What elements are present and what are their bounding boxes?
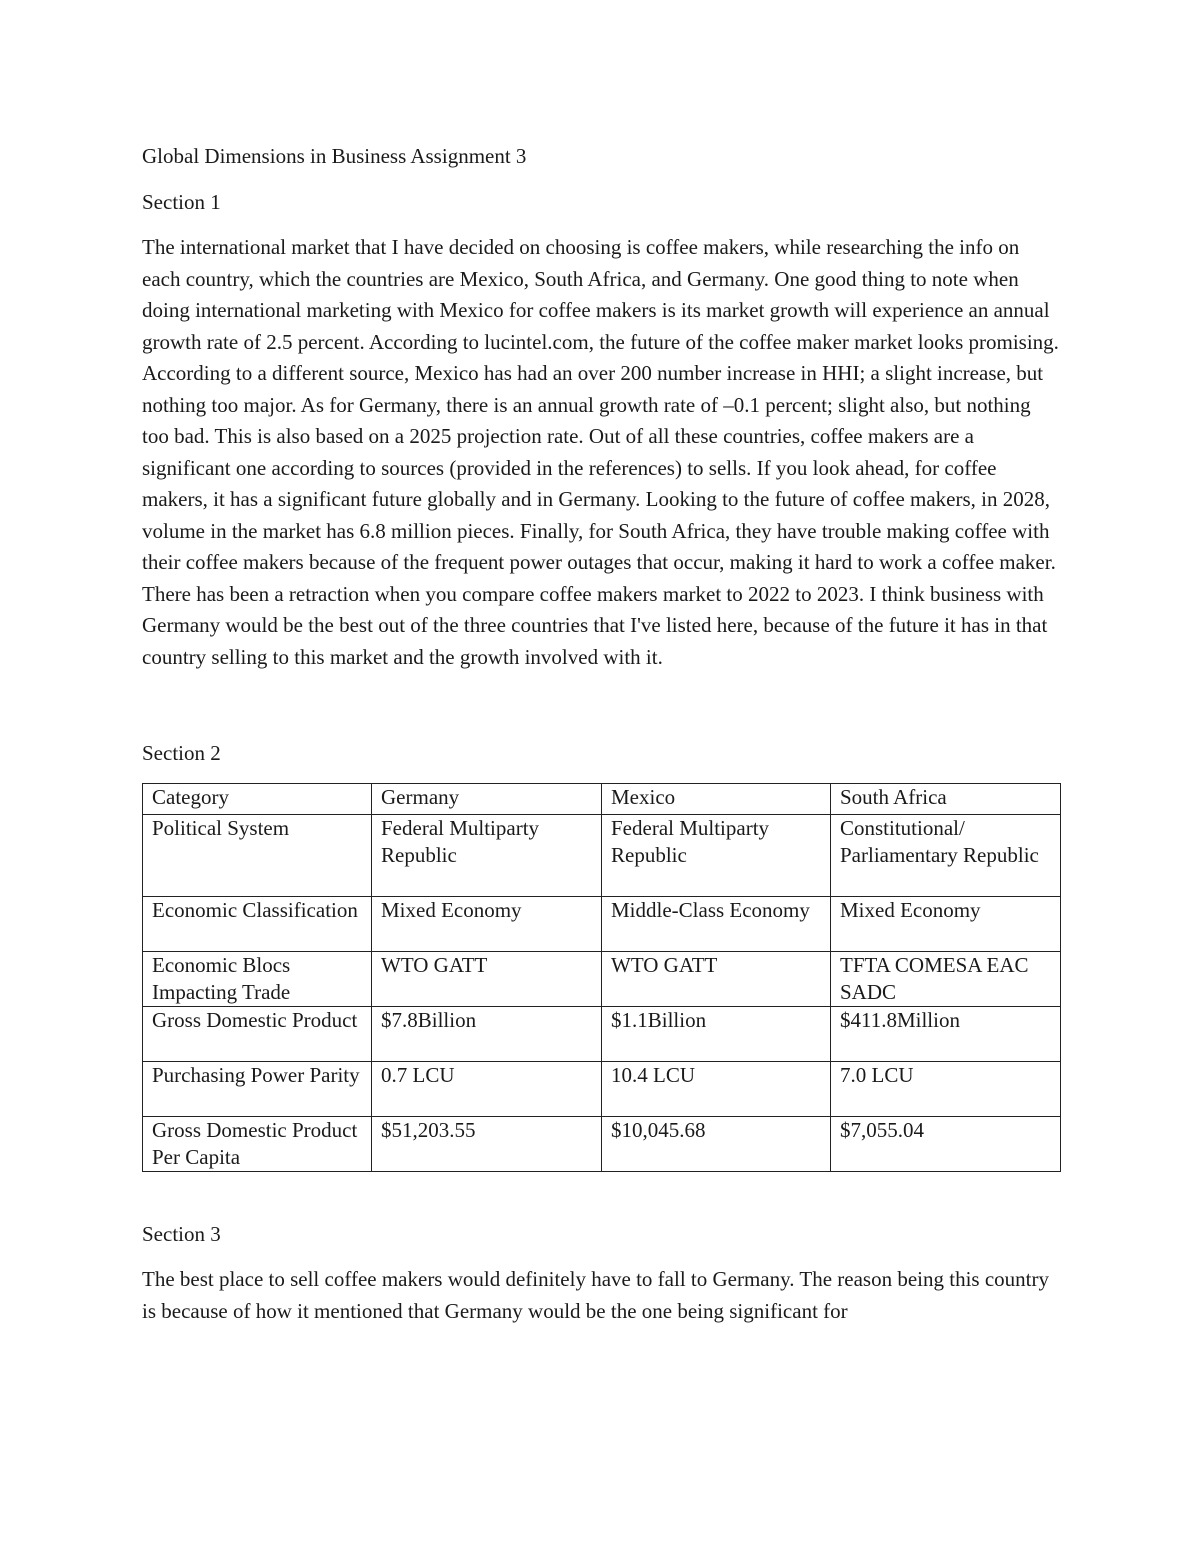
table-cell: Gross Domestic Product [143, 1007, 372, 1062]
table-header-row [143, 784, 1061, 815]
table-row [143, 897, 1061, 952]
table-cell: Federal Multiparty Republic [372, 815, 602, 897]
table-row [143, 815, 1061, 897]
table-cell: Economic Classification [143, 897, 372, 952]
table-cell: 7.0 LCU [831, 1062, 1061, 1117]
document-page [142, 140, 1060, 1327]
table-header-cell: Mexico [602, 784, 831, 815]
table-cell: $1.1Billion [602, 1007, 831, 1062]
country-comparison-table [142, 783, 1061, 1172]
table-cell: WTO GATT [372, 952, 602, 1007]
table-cell: Federal Multiparty Republic [602, 815, 831, 897]
section-1-heading: Section 1 [142, 190, 221, 214]
table-cell: WTO GATT [602, 952, 831, 1007]
table-cell: Middle-Class Economy [602, 897, 831, 952]
table-cell: Constitutional/ Parliamentary Republic [831, 815, 1061, 897]
table-cell: Mixed Economy [831, 897, 1061, 952]
table-cell: Political System [143, 815, 372, 897]
table-cell: Purchasing Power Parity [143, 1062, 372, 1117]
section-2-heading: Section 2 [142, 741, 221, 765]
table-cell: $411.8Million [831, 1007, 1061, 1062]
table-row [143, 1007, 1061, 1062]
table-cell: $51,203.55 [372, 1117, 602, 1172]
table-row [143, 1062, 1061, 1117]
table-cell: Economic Blocs Impacting Trade [143, 952, 372, 1007]
table-row [143, 952, 1061, 1007]
document-title: Global Dimensions in Business Assignment 3 [142, 144, 527, 168]
table-cell: Mixed Economy [372, 897, 602, 952]
table-header-cell: Germany [372, 784, 602, 815]
table-header-cell: Category [143, 784, 372, 815]
table-cell: 0.7 LCU [372, 1062, 602, 1117]
table-cell: 10.4 LCU [602, 1062, 831, 1117]
table-header-cell: South Africa [831, 784, 1061, 815]
table-cell: $7,055.04 [831, 1117, 1061, 1172]
section-3-heading: Section 3 [142, 1222, 221, 1246]
section-1-paragraph: The international market that I have decided on choosing is coffee makers, while researching the info on each country, which the countries are Mexico, South Africa, and Germany. One good thing to note when doing international marketing with Mexico for coffee makers is its market growth will experience an annual growth rate of 2.5 percent. According to lucintel.com, the future of the coffee maker market looks promising. According to a different source, Mexico has had an over 200 number increase in HHI; a slight increase, but nothing too major. As for Germany, there is an annual growth rate of –0.1 percent; slight also, but nothing too bad. This is also based on a 2025 projection rate. Out of all these countries, coffee makers are a significant one according to sources (provided in the references) to sells. If you look ahead, for coffee makers, it has a significant future globally and in Germany. Looking to the future of coffee makers, in 2028, volume in the market has 6.8 million pieces. Finally, for South Africa, they have trouble making coffee with their coffee makers because of the frequent power outages that occur, making it hard to work a coffee maker. There has been a retraction when you compare coffee makers market to 2022 to 2023. I think business with Germany would be the best out of the three countries that I've listed here, because of the future it has in that country selling to this market and the growth involved with it. [142, 235, 1059, 669]
section-3-paragraph: The best place to sell coffee makers would definitely have to fall to Germany. The reason being this country is because of how it mentioned that Germany would be the one being significant for [142, 1267, 1049, 1323]
table-cell: $10,045.68 [602, 1117, 831, 1172]
table-cell: TFTA COMESA EAC SADC [831, 952, 1061, 1007]
table-cell: $7.8Billion [372, 1007, 602, 1062]
table-row [143, 1117, 1061, 1172]
table-cell: Gross Domestic Product Per Capita [143, 1117, 372, 1172]
